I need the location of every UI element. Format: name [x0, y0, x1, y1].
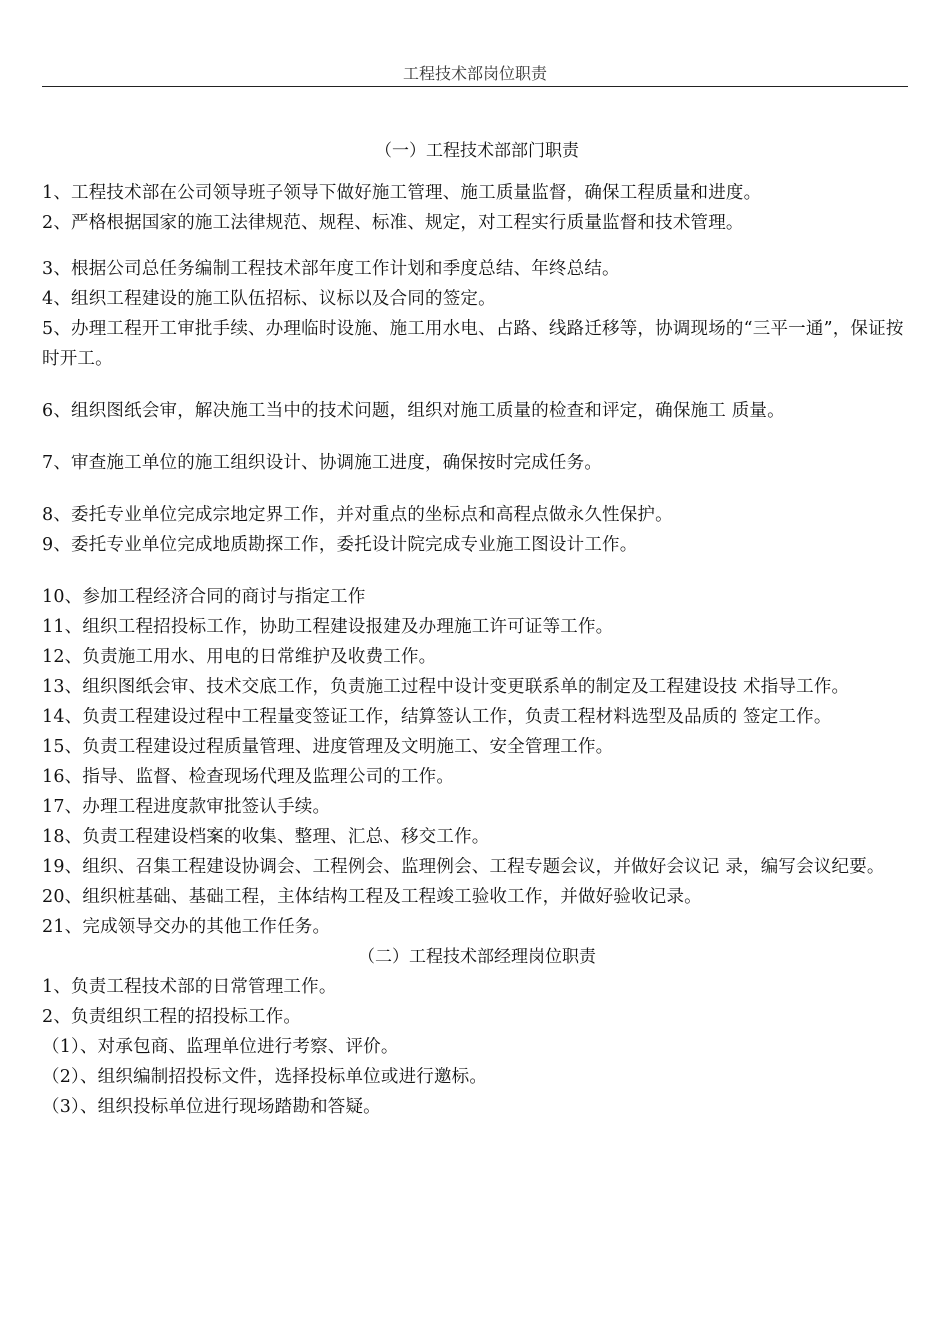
paragraph: 11、组织工程招投标工作，协助工程建设报建及办理施工许可证等工作。 — [42, 617, 614, 637]
paragraph: 21、完成领导交办的其他工作任务。 — [42, 917, 331, 937]
sub-paragraph: （3）、组织投标单位进行现场踏勘和答疑。 — [42, 1097, 381, 1117]
paragraph: 4、组织工程建设的施工队伍招标、议标以及合同的签定。 — [42, 289, 496, 309]
paragraph: 6、组织图纸会审，解决施工当中的技术问题，组织对施工质量的检查和评定，确保施工 质量。 — [42, 401, 785, 421]
paragraph: 7、审查施工单位的施工组织设计、协调施工进度，确保按时完成任务。 — [42, 453, 603, 473]
section2-title: （二）工程技术部经理岗位职责 — [358, 947, 596, 967]
paragraph: 8、委托专业单位完成宗地定界工作，并对重点的坐标点和高程点做永久性保护。 — [42, 505, 673, 525]
paragraph: 1、工程技术部在公司领导班子领导下做好施工管理、施工质量监督，确保工程质量和进度。 — [42, 183, 762, 203]
section1-title: （一）工程技术部部门职责 — [375, 141, 579, 161]
paragraph: 5、办理工程开工审批手续、办理临时设施、施工用水电、占路、线路迁移等，协调现场的“三平一通”，保证按时开工。 — [42, 319, 904, 369]
paragraph: 15、负责工程建设过程质量管理、进度管理及文明施工、安全管理工作。 — [42, 737, 614, 757]
paragraph: 14、负责工程建设过程中工程量变签证工作，结算签认工作，负责工程材料选型及品质的 签定工作。 — [42, 707, 832, 727]
paragraph: 1、负责工程技术部的日常管理工作。 — [42, 977, 337, 997]
paragraph: 18、负责工程建设档案的收集、整理、汇总、移交工作。 — [42, 827, 490, 847]
paragraph: 16、指导、监督、检查现场代理及监理公司的工作。 — [42, 767, 455, 787]
paragraph: 2、严格根据国家的施工法律规范、规程、标准、规定，对工程实行质量监督和技术管理。 — [42, 213, 744, 233]
paragraph: 9、委托专业单位完成地质勘探工作，委托设计院完成专业施工图设计工作。 — [42, 535, 638, 555]
paragraph: 17、办理工程进度款审批签认手续。 — [42, 797, 331, 817]
paragraph: 19、组织、召集工程建设协调会、工程例会、监理例会、工程专题会议，并做好会议记 录，编写会议纪要。 — [42, 857, 885, 877]
sub-paragraph: （2）、组织编制招投标文件，选择投标单位或进行邀标。 — [42, 1067, 488, 1087]
paragraph: 13、组织图纸会审、技术交底工作，负责施工过程中设计变更联系单的制定及工程建设技 术指导工作。 — [42, 677, 850, 697]
header-title: 工程技术部岗位职责 — [402, 64, 547, 83]
paragraph: 3、根据公司总任务编制工程技术部年度工作计划和季度总结、年终总结。 — [42, 259, 620, 279]
paragraph: 20、组织桩基础、基础工程，主体结构工程及工程竣工验收工作，并做好验收记录。 — [42, 887, 702, 907]
paragraph: 12、负责施工用水、用电的日常维护及收费工作。 — [42, 647, 437, 667]
sub-paragraph: （1）、对承包商、监理单位进行考察、评价。 — [42, 1037, 399, 1057]
paragraph: 10、参加工程经济合同的商讨与指定工作 — [42, 587, 366, 607]
page-header — [42, 64, 908, 87]
document-body — [42, 136, 912, 1122]
paragraph: 2、负责组织工程的招投标工作。 — [42, 1007, 302, 1027]
